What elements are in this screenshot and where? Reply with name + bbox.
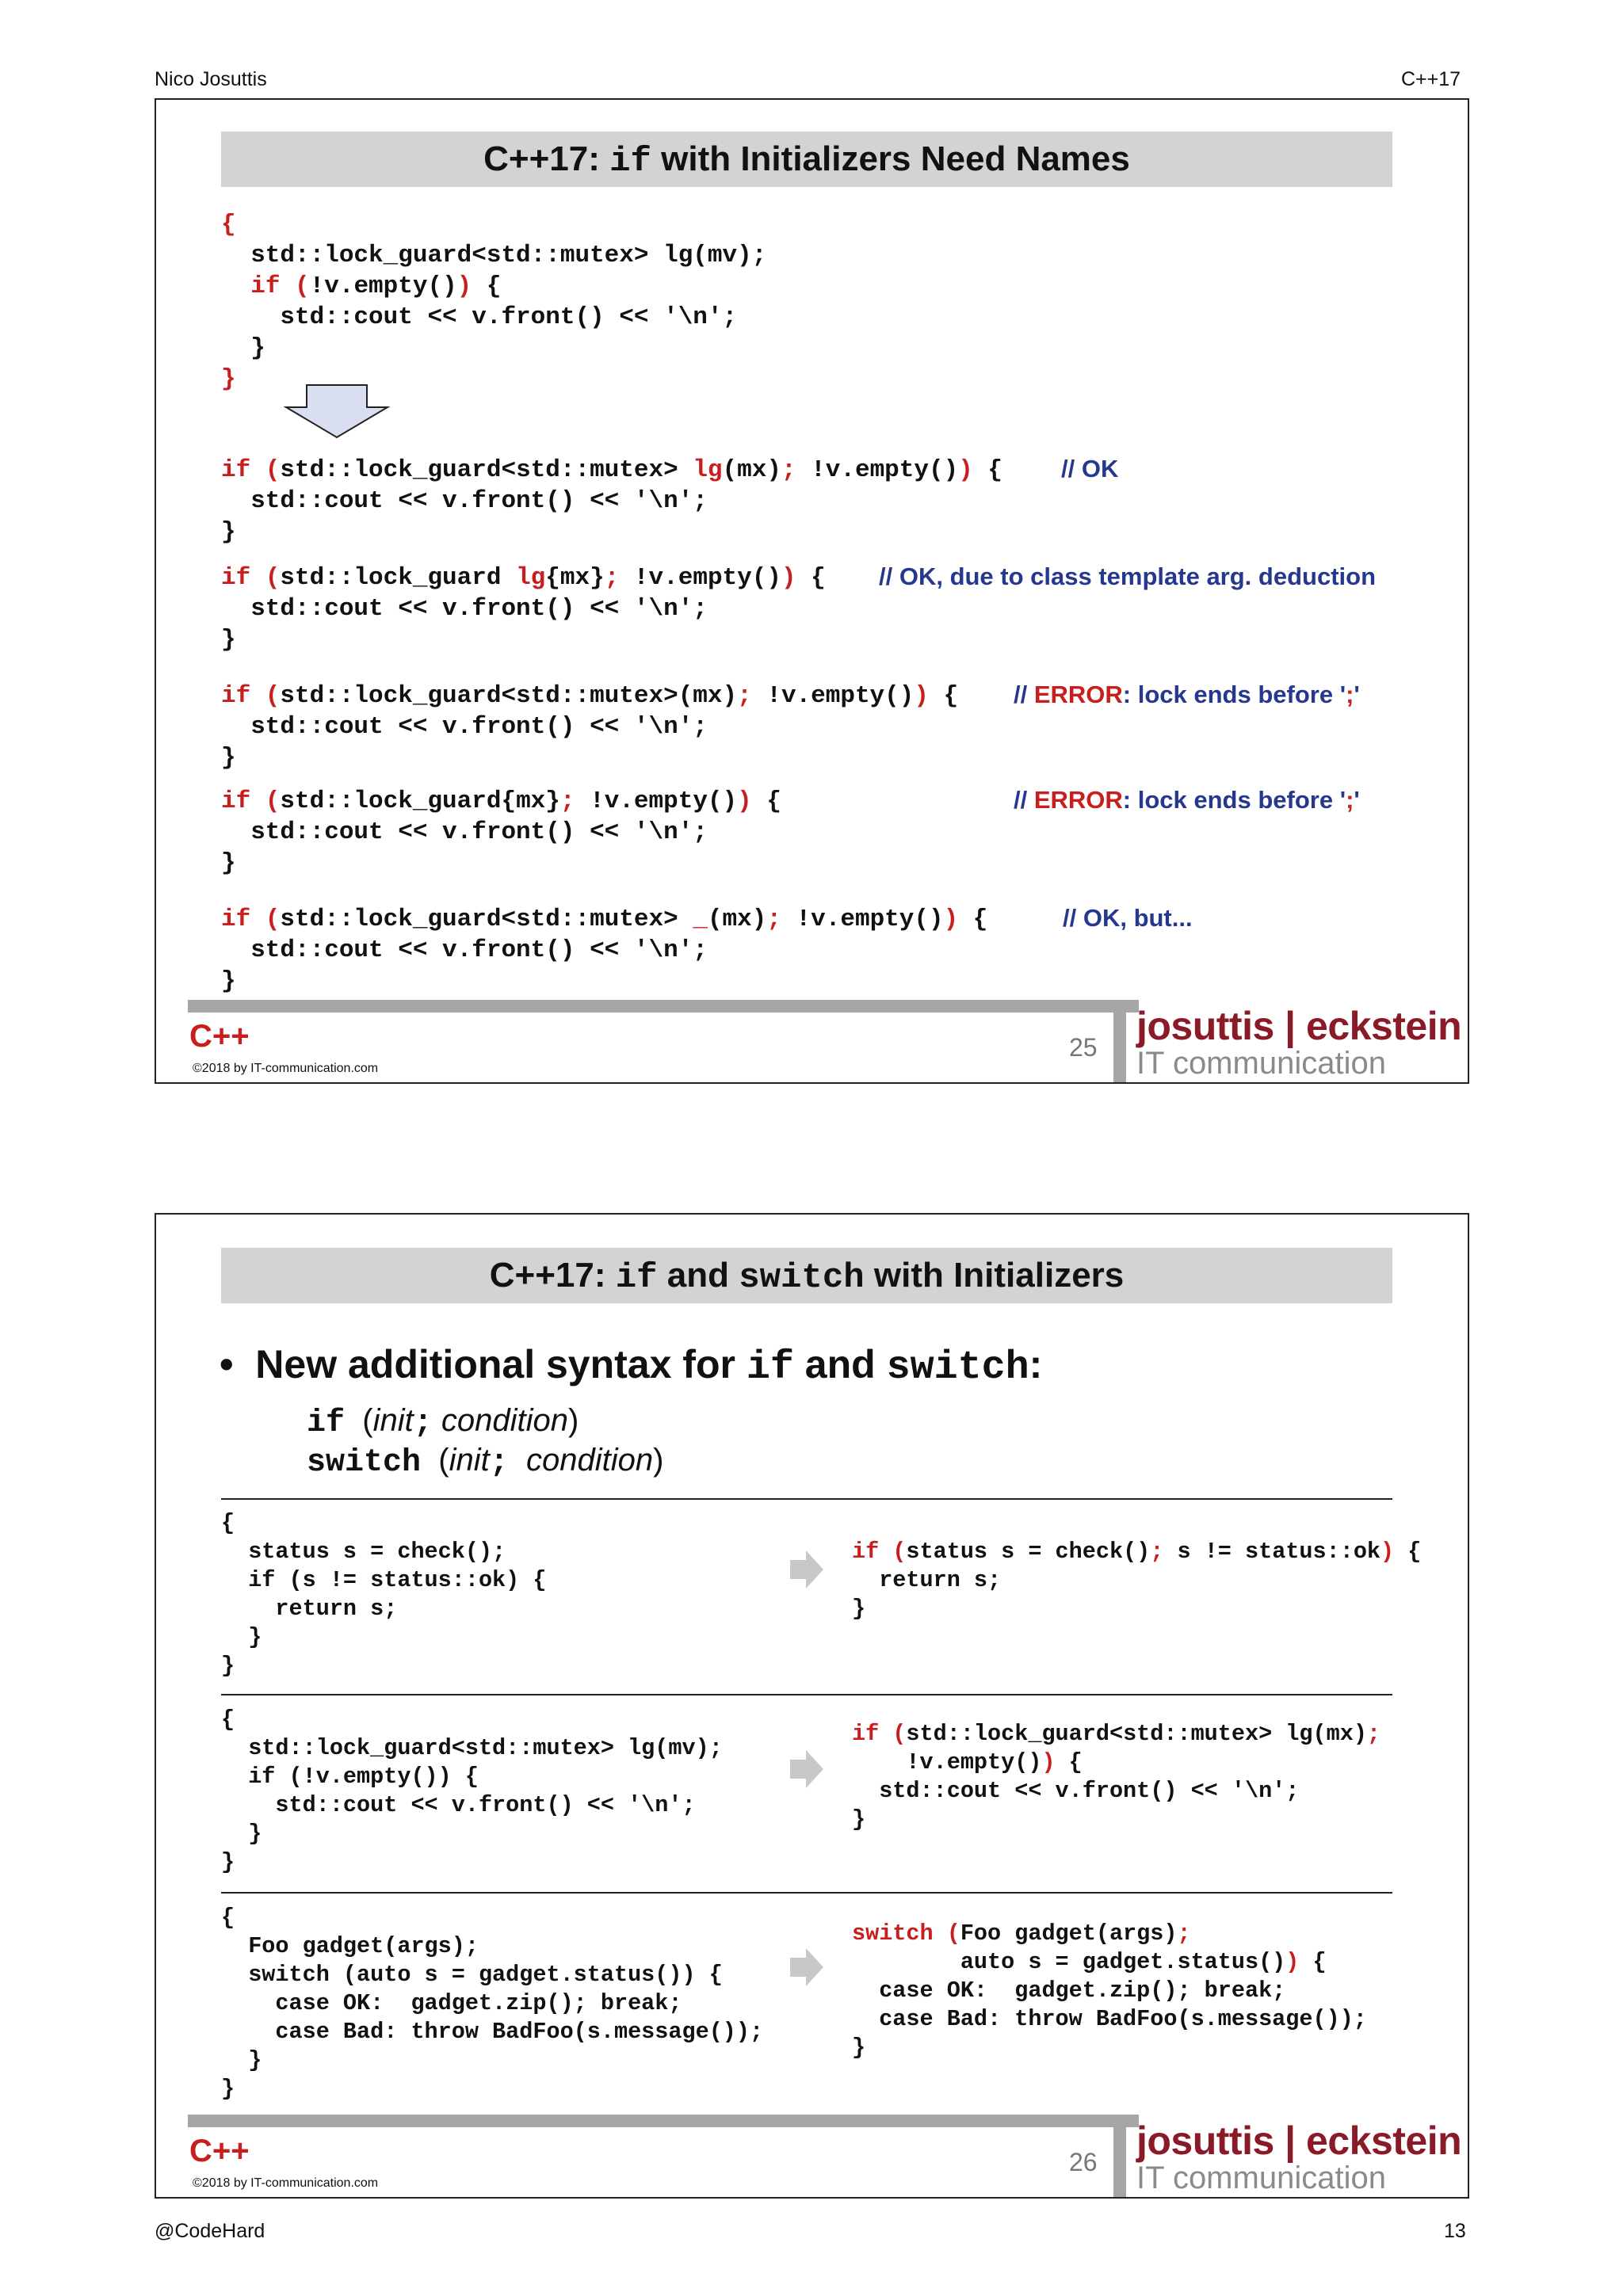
divider (221, 1694, 1392, 1695)
right-arrow-icon (790, 1948, 823, 1986)
cpp-logo: C++ (189, 2134, 250, 2168)
slide-title: C++17: if and switch with Initializers (221, 1248, 1392, 1303)
brand-logo: josuttis | eckstein (1136, 2119, 1462, 2163)
copyright: ©2018 by IT-communication.com (193, 2176, 379, 2190)
slide-26 (155, 1213, 1469, 2199)
footer-bar (188, 1000, 1139, 1013)
code-if-error-2: if (std::lock_guard{mx}; !v.empty()) { std::cout << v.front() << '\n'; } (221, 788, 781, 877)
slide-title (221, 132, 1392, 187)
code-if-error-1: if (std::lock_guard<std::mutex>(mx); !v.empty()) { std::cout << v.front() << '\n'; } (221, 682, 959, 772)
brand-subtitle: IT communication (1136, 1046, 1386, 1081)
code-before-status: { status s = check(); if (s != status::ok) { return s; } } (221, 1510, 547, 1679)
page-header-author: Nico Josuttis (155, 68, 267, 90)
comment-ok-ctad: // OK, due to class template arg. deduction (879, 563, 1377, 590)
code-block-scope: { std::lock_guard<std::mutex> lg(mv); if (!v.empty()) { std::cout << v.front() << '\n'; } } (221, 211, 767, 393)
copyright: ©2018 by IT-communication.com (193, 1062, 379, 1075)
divider (221, 1498, 1392, 1500)
code-after-switch: switch (Foo gadget(args); auto s = gadget.status()) { case OK: gadget.zip(); break; case Bad: throw BadFoo(s.message()); } (852, 1920, 1367, 2061)
code-after-status: if (status s = check(); s != status::ok) { return s; } (852, 1539, 1422, 1622)
code-if-ctad: if (std::lock_guard lg{mx}; !v.empty()) { std::cout << v.front() << '\n'; } (221, 564, 826, 654)
title-code: if (609, 142, 651, 181)
code-if-ok-but: if (std::lock_guard<std::mutex> _(mx); !v.empty()) { std::cout << v.front() << '\n'; } (221, 906, 988, 995)
code-before-lock: { std::lock_guard<std::mutex> lg(mv); if (!v.empty()) { std::cout << v.front() << '\n'; } } (221, 1707, 723, 1875)
comment-ok-but: // OK, but... (1063, 904, 1193, 932)
page-footer-handle: @CodeHard (155, 2220, 265, 2242)
footer-divider (1113, 2115, 1126, 2197)
title-suffix: with Initializers Need Names (651, 139, 1130, 178)
page-header-topic: C++17 (1401, 68, 1461, 90)
slide-number: 26 (1069, 2148, 1098, 2176)
title-prefix: C++17: (483, 139, 610, 178)
right-arrow-icon (790, 1750, 823, 1788)
slide-number: 25 (1069, 1033, 1098, 1062)
brand-subtitle: IT communication (1136, 2161, 1386, 2195)
footer-divider (1113, 1000, 1126, 1082)
syntax-if: if (init; condition) (307, 1403, 579, 1441)
right-arrow-icon (790, 1550, 823, 1589)
comment-error-1: // ERROR: lock ends before ';' (1014, 681, 1360, 708)
footer-bar (188, 2115, 1139, 2127)
code-if-ok: if (std::lock_guard<std::mutex> lg(mx); !v.empty()) { std::cout << v.front() << '\n'; } (221, 456, 1003, 546)
bullet-point: • New additional syntax for if and switch: (220, 1342, 1043, 1390)
comment-ok: // OK (1061, 455, 1119, 482)
down-arrow-icon (281, 383, 392, 441)
divider (221, 1892, 1392, 1894)
code-after-lock: if (std::lock_guard<std::mutex> lg(mx); !v.empty()) { std::cout << v.front() << '\n'; } (852, 1721, 1381, 1833)
slide-25 (155, 98, 1469, 1084)
code-before-switch: { Foo gadget(args); switch (auto s = gadget.status()) { case OK: gadget.zip(); break; case Bad: throw BadFoo(s.message()); } } (221, 1905, 764, 2102)
brand-logo: josuttis | eckstein (1136, 1004, 1462, 1048)
cpp-logo: C++ (189, 1019, 250, 1054)
comment-error-2: // ERROR: lock ends before ';' (1014, 786, 1360, 814)
syntax-switch: switch (init; condition) (307, 1443, 664, 1481)
bullet-dot: • (220, 1342, 256, 1386)
page-footer-number: 13 (1444, 2220, 1466, 2242)
